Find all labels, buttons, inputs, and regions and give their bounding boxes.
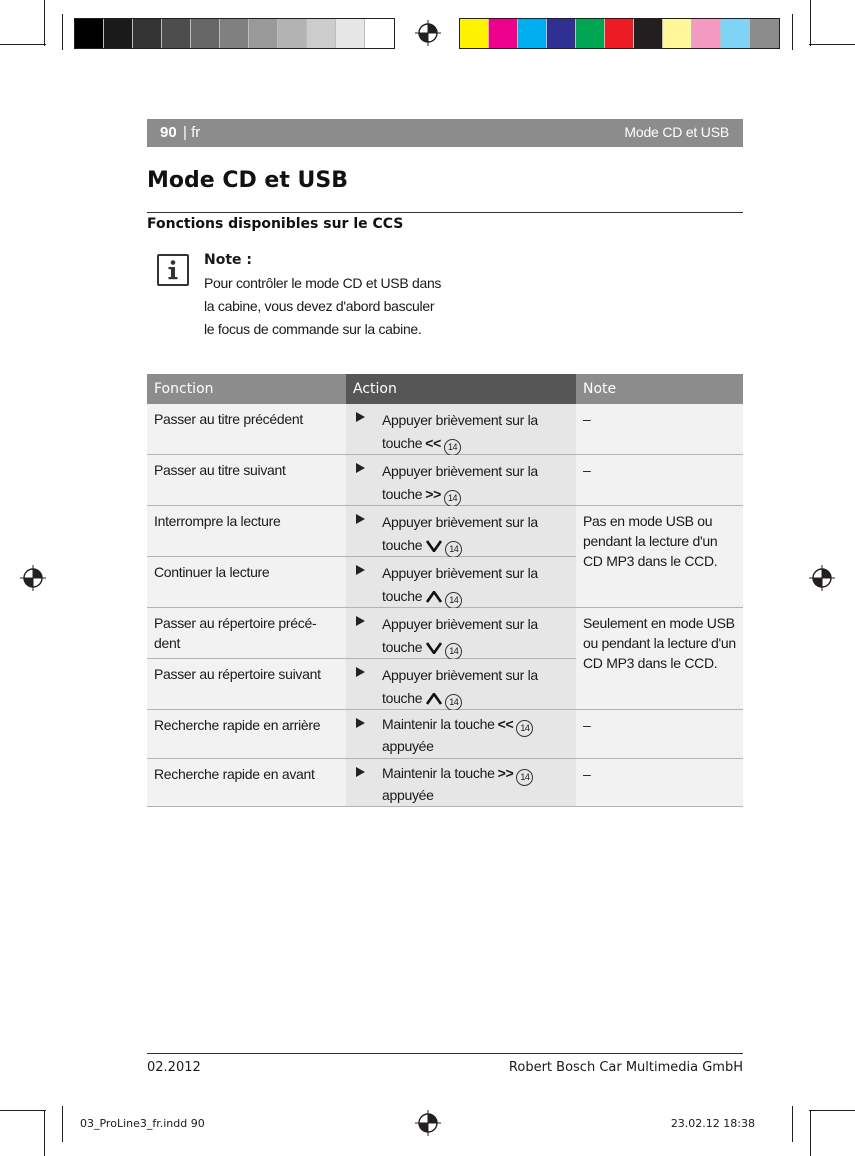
registration-mark-icon xyxy=(20,565,46,591)
bullet-arrow-icon xyxy=(356,667,365,677)
reference-number-badge: 14 xyxy=(445,643,462,660)
reference-number-badge: 14 xyxy=(516,720,533,737)
note-text: Pour contrôler le mode CD et USB dans la cabine, vous devez d'abord basculer le focus de commande sur la cabine. xyxy=(204,275,442,337)
action-tail-text: appuyée xyxy=(382,787,434,803)
slug-filename: 03_ProLine3_fr.indd 90 xyxy=(80,1117,205,1130)
note-cell-merged: Pas en mode USB ou pendant la lecture d'un CD MP3 dans le CCD. xyxy=(576,506,743,608)
table-row xyxy=(147,710,743,759)
reference-number-badge: 14 xyxy=(445,592,462,609)
function-cell xyxy=(147,455,346,505)
reference-number-badge: 14 xyxy=(444,439,461,456)
crop-mark xyxy=(44,1110,45,1156)
registration-mark-icon xyxy=(415,20,441,46)
registration-mark-icon xyxy=(415,1110,441,1136)
bullet-arrow-icon xyxy=(356,616,365,626)
reference-number-badge: 14 xyxy=(516,769,533,786)
running-header xyxy=(147,119,743,147)
action-tail-text: appuyée xyxy=(382,738,434,754)
color-swatch xyxy=(162,19,191,48)
function-text: Passer au titre précédent xyxy=(154,411,303,427)
color-swatch xyxy=(191,19,220,48)
chevron-down-icon xyxy=(422,537,442,553)
crop-mark xyxy=(792,14,793,50)
reference-number-badge: 14 xyxy=(445,541,462,558)
table-row xyxy=(147,404,743,455)
action-text: Appuyer brièvement sur la touche xyxy=(382,565,538,604)
action-text: Maintenir la touche xyxy=(382,716,495,732)
action-cell xyxy=(346,404,576,454)
function-cell xyxy=(147,557,346,607)
color-swatch xyxy=(547,19,576,48)
table-row xyxy=(147,455,743,506)
action-cell xyxy=(346,608,576,658)
color-swatch xyxy=(692,19,721,48)
table-row xyxy=(147,759,743,807)
bullet-arrow-icon xyxy=(356,767,365,777)
function-cell xyxy=(147,506,346,556)
note-cell-merged: Seulement en mode USB ou pendant la lecture d'un CD MP3 dans le CCD. xyxy=(576,608,743,710)
color-swatch xyxy=(489,19,518,48)
bullet-arrow-icon xyxy=(356,412,365,422)
functions-table xyxy=(147,374,743,807)
column-header-note: Note xyxy=(576,374,743,404)
action-text: Appuyer brièvement sur la touche xyxy=(382,463,538,502)
chevron-up-icon xyxy=(422,690,442,706)
key-symbol: << xyxy=(425,435,441,451)
color-swatch xyxy=(663,19,692,48)
crop-mark xyxy=(62,1106,63,1142)
color-swatch xyxy=(460,19,489,48)
color-swatch xyxy=(220,19,249,48)
function-text: Recherche rapide en arrière xyxy=(154,717,321,733)
color-swatch xyxy=(336,19,365,48)
function-cell xyxy=(147,710,346,758)
section-divider xyxy=(147,212,743,213)
action-cell xyxy=(346,659,576,709)
column-header-action: Action xyxy=(346,374,576,404)
bullet-arrow-icon xyxy=(356,463,365,473)
action-text: Appuyer brièvement sur la touche xyxy=(382,412,538,451)
crop-mark xyxy=(810,1110,811,1156)
action-cell xyxy=(346,557,576,607)
key-symbol: >> xyxy=(425,486,441,502)
color-swatch xyxy=(518,19,547,48)
reference-number-badge: 14 xyxy=(444,490,461,507)
page-number: 90 xyxy=(160,124,177,141)
note-cell: – xyxy=(576,710,743,758)
color-swatch xyxy=(278,19,307,48)
crop-mark xyxy=(0,44,46,45)
function-cell xyxy=(147,608,346,658)
function-text: Passer au titre suivant xyxy=(154,462,286,478)
note-cell: – xyxy=(576,455,743,505)
chevron-up-icon xyxy=(422,588,442,604)
registration-mark-icon xyxy=(809,565,835,591)
bullet-arrow-icon xyxy=(356,514,365,524)
function-text: Interrompre la lecture xyxy=(154,513,281,529)
grayscale-color-bar xyxy=(74,18,395,49)
crop-mark xyxy=(809,44,855,45)
footer-company: Robert Bosch Car Multimedia GmbH xyxy=(508,1060,743,1075)
crop-mark xyxy=(0,1110,46,1111)
reference-number-badge: 14 xyxy=(445,694,462,711)
function-cell xyxy=(147,759,346,806)
color-swatch xyxy=(750,19,779,48)
action-cell xyxy=(346,506,576,556)
action-text: Appuyer brièvement sur la touche xyxy=(382,616,538,655)
action-cell xyxy=(346,759,576,806)
function-cell xyxy=(147,659,346,709)
action-cell xyxy=(346,455,576,505)
process-color-bar xyxy=(459,18,780,49)
action-text: Appuyer brièvement sur la touche xyxy=(382,514,538,553)
chevron-down-icon xyxy=(422,639,442,655)
action-text: Maintenir la touche xyxy=(382,765,495,781)
function-text: Recherche rapide en avant xyxy=(154,766,315,782)
slug-timestamp: 23.02.12 18:38 xyxy=(670,1117,755,1130)
table-body xyxy=(147,404,743,807)
action-text: Appuyer brièvement sur la touche xyxy=(382,667,538,706)
color-swatch xyxy=(605,19,634,48)
crop-mark xyxy=(809,1110,855,1111)
running-title: Mode CD et USB xyxy=(624,124,729,140)
bullet-arrow-icon xyxy=(356,565,365,575)
note-cell: – xyxy=(576,404,743,454)
color-swatch xyxy=(307,19,336,48)
crop-mark xyxy=(792,1106,793,1142)
crop-mark xyxy=(810,0,811,46)
note-label: Note : xyxy=(204,252,252,268)
crop-mark xyxy=(62,14,63,50)
color-swatch xyxy=(75,19,104,48)
section-heading: Fonctions disponibles sur le CCS xyxy=(147,216,404,232)
function-cell xyxy=(147,404,346,454)
key-symbol: >> xyxy=(497,765,514,781)
language-code: | fr xyxy=(183,124,201,141)
footer-date: 02.2012 xyxy=(147,1060,201,1075)
column-header-function: Fonction xyxy=(147,374,346,404)
color-swatch xyxy=(634,19,663,48)
note-cell: – xyxy=(576,759,743,806)
color-swatch xyxy=(133,19,162,48)
info-icon xyxy=(157,254,189,286)
color-swatch xyxy=(249,19,278,48)
key-symbol: << xyxy=(497,716,514,732)
color-swatch xyxy=(576,19,605,48)
crop-mark xyxy=(44,0,45,46)
footer-divider xyxy=(147,1053,743,1054)
bullet-arrow-icon xyxy=(356,718,365,728)
color-swatch xyxy=(365,19,394,48)
function-text: Continuer la lecture xyxy=(154,564,270,580)
function-text: Passer au répertoire suivant xyxy=(154,666,321,682)
table-header xyxy=(147,374,743,404)
function-text: Passer au répertoire précé-dent xyxy=(154,615,317,651)
color-swatch xyxy=(104,19,133,48)
page-title: Mode CD et USB xyxy=(147,168,348,193)
color-swatch xyxy=(721,19,750,48)
action-cell xyxy=(346,710,576,758)
